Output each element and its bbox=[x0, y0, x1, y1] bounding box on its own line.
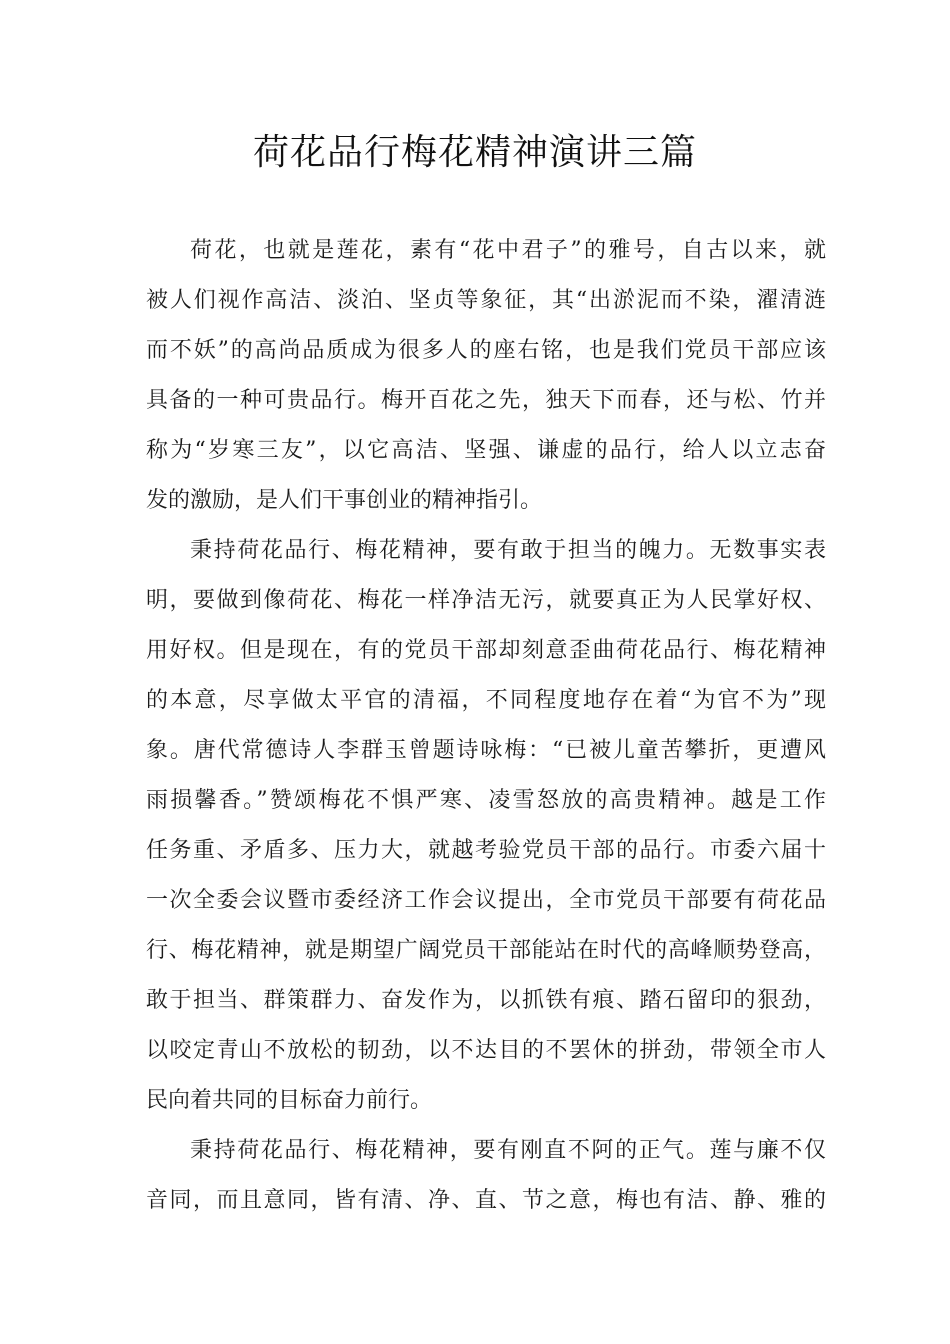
text-line: 民向着共同的目标奋力前行。 bbox=[146, 1088, 433, 1113]
text-line: 而不妖”的高尚品质成为很多人的座右铭，也是我们党员干部应该 bbox=[146, 338, 826, 363]
text-line: 任务重、矛盾多、压力大，就越考验党员干部的品行。市委六届十 bbox=[146, 838, 826, 863]
text-line: 荷花，也就是莲花，素有“花中君子”的雅号，自古以来，就 bbox=[190, 238, 826, 263]
text-line: 秉持荷花品行、梅花精神，要有敢于担当的魄力。无数事实表 bbox=[190, 538, 826, 563]
text-line: 用好权。但是现在，有的党员干部却刻意歪曲荷花品行、梅花精神 bbox=[146, 638, 826, 663]
document-body bbox=[146, 226, 826, 1226]
text-line: 以咬定青山不放松的韧劲，以不达目的不罢休的拼劲，带领全市人 bbox=[146, 1038, 826, 1063]
text-line: 称为“岁寒三友”，以它高洁、坚强、谦虚的品行，给人以立志奋 bbox=[146, 438, 826, 463]
text-line: 敢于担当、群策群力、奋发作为，以抓铁有痕、踏石留印的狠劲， bbox=[146, 988, 826, 1013]
text-line: 秉持荷花品行、梅花精神，要有刚直不阿的正气。莲与廉不仅 bbox=[190, 1138, 826, 1163]
text-line: 被人们视作高洁、淡泊、坚贞等象征，其“出淤泥而不染，濯清涟 bbox=[146, 288, 826, 313]
text-line: 行、梅花精神，就是期望广阔党员干部能站在时代的高峰顺势登高， bbox=[146, 938, 826, 963]
text-line: 明，要做到像荷花、梅花一样净洁无污，就要真正为人民掌好权、 bbox=[146, 588, 826, 613]
text-line: 具备的一种可贵品行。梅开百花之先，独天下而春，还与松、竹并 bbox=[146, 388, 826, 413]
text-line: 一次全委会议暨市委经济工作会议提出，全市党员干部要有荷花品 bbox=[146, 888, 826, 913]
text-line: 发的激励，是人们干事创业的精神指引。 bbox=[146, 488, 543, 513]
document-title: 荷花品行梅花精神演讲三篇 bbox=[252, 132, 697, 173]
text-line: 的本意，尽享做太平官的清福，不同程度地存在着“为官不为”现 bbox=[146, 688, 826, 713]
text-line: 雨损馨香。”赞颂梅花不惧严寒、凌雪怒放的高贵精神。越是工作 bbox=[146, 788, 826, 813]
text-line: 象。唐代常德诗人李群玉曾题诗咏梅：“已被儿童苦攀折，更遭风 bbox=[146, 738, 826, 763]
text-line: 音同，而且意同，皆有清、净、直、节之意，梅也有洁、静、雅的 bbox=[146, 1188, 826, 1213]
